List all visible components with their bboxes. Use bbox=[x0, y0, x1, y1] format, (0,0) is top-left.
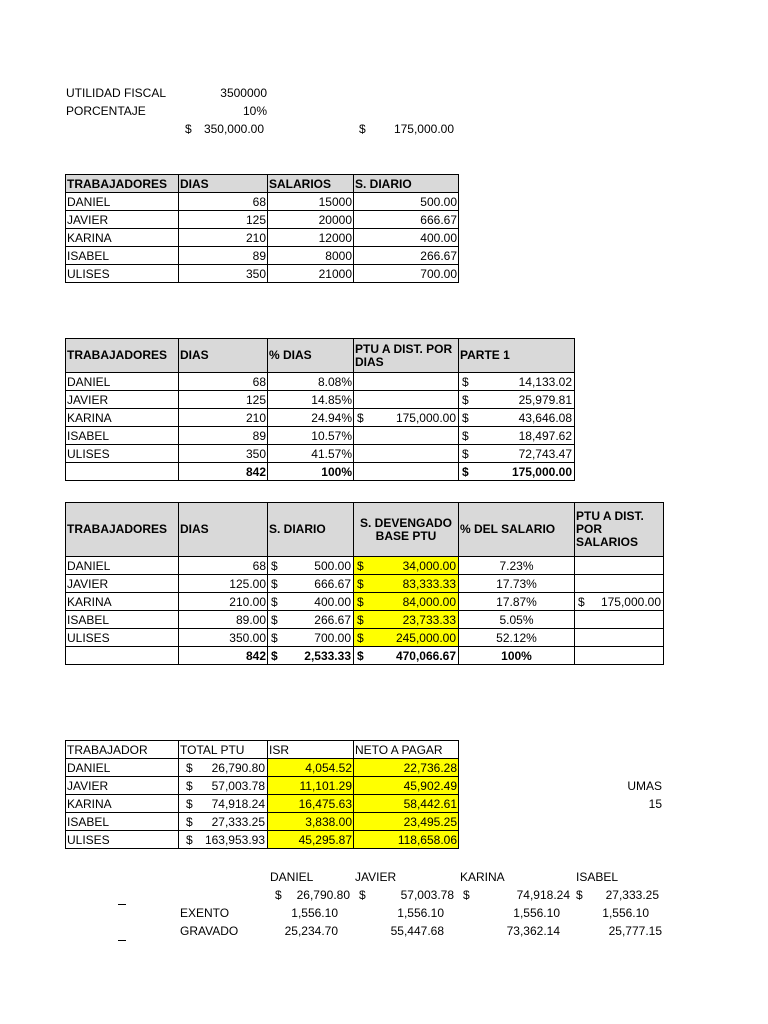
cell[interactable]: DANIEL bbox=[66, 193, 179, 211]
currency-symbol: $ bbox=[462, 446, 469, 461]
cell[interactable] bbox=[66, 463, 179, 481]
currency-symbol: $ bbox=[186, 760, 193, 775]
cell[interactable]: 45,295.87 bbox=[268, 831, 354, 849]
cell[interactable]: 350.00 bbox=[179, 629, 268, 647]
cell[interactable] bbox=[575, 593, 664, 611]
table-row bbox=[66, 831, 459, 849]
column-header: % DEL SALARIO bbox=[459, 503, 575, 557]
currency-symbol: $ bbox=[186, 832, 193, 847]
utilidad-fiscal-label: UTILIDAD FISCAL bbox=[66, 86, 167, 100]
exento-javier: 1,556.10 bbox=[397, 906, 444, 920]
column-header: S. DIARIO bbox=[354, 175, 459, 193]
table-row bbox=[66, 445, 575, 463]
summary-total-daniel: 26,790.80 bbox=[296, 888, 350, 902]
amount: 43,646.08 bbox=[518, 410, 572, 425]
column-header: S. DEVENGADO BASE PTU bbox=[354, 503, 459, 557]
cell[interactable]: 45,902.49 bbox=[354, 777, 459, 795]
cell[interactable]: 11,101.29 bbox=[268, 777, 354, 795]
amount: 700.00 bbox=[314, 630, 351, 645]
currency-symbol: $ bbox=[357, 410, 364, 425]
exento-karina: 1,556.10 bbox=[513, 906, 560, 920]
cell[interactable] bbox=[354, 445, 459, 463]
amount: 666.67 bbox=[314, 576, 351, 591]
cell[interactable]: DANIEL bbox=[66, 557, 179, 575]
exento-daniel: 1,556.10 bbox=[291, 906, 338, 920]
ptu-dias-table bbox=[65, 338, 575, 481]
cell[interactable]: 58,442.61 bbox=[354, 795, 459, 813]
cell[interactable]: 4,054.52 bbox=[268, 759, 354, 777]
currency-symbol: $ bbox=[576, 888, 583, 902]
gravado-label: GRAVADO bbox=[180, 924, 239, 938]
cell[interactable] bbox=[268, 647, 354, 665]
cell[interactable]: 842 bbox=[179, 647, 268, 665]
amount: 175,000.00 bbox=[395, 410, 456, 425]
currency-symbol: $ bbox=[271, 558, 278, 573]
summary-name-isabel: ISABEL bbox=[576, 870, 619, 884]
cell[interactable]: DANIEL bbox=[66, 373, 179, 391]
cell[interactable]: 350 bbox=[179, 265, 268, 283]
cell[interactable] bbox=[268, 557, 354, 575]
cell[interactable] bbox=[179, 759, 268, 777]
cell[interactable] bbox=[354, 427, 459, 445]
cell[interactable] bbox=[179, 795, 268, 813]
cell[interactable]: 24.94% bbox=[268, 409, 354, 427]
cell[interactable]: ISABEL bbox=[66, 427, 179, 445]
currency-symbol: $ bbox=[357, 576, 364, 591]
column-header: PTU A DIST. POR SALARIOS bbox=[575, 503, 664, 557]
cell[interactable]: KARINA bbox=[66, 409, 179, 427]
cell[interactable]: 125 bbox=[179, 211, 268, 229]
column-header: TRABAJADORES bbox=[66, 503, 179, 557]
column-header: TRABAJADORES bbox=[66, 339, 179, 373]
cell[interactable]: 15000 bbox=[268, 193, 354, 211]
currency-symbol: $ bbox=[462, 392, 469, 407]
cell[interactable] bbox=[575, 557, 664, 575]
cell[interactable]: 21000 bbox=[268, 265, 354, 283]
currency-symbol: $ bbox=[271, 576, 278, 591]
currency-symbol: $ bbox=[463, 888, 470, 902]
cell[interactable]: DANIEL bbox=[66, 759, 179, 777]
cell[interactable] bbox=[575, 575, 664, 593]
currency-symbol: $ bbox=[271, 630, 278, 645]
cell[interactable] bbox=[268, 629, 354, 647]
table-header-row bbox=[66, 339, 575, 373]
exento-label: EXENTO bbox=[180, 906, 230, 920]
cell[interactable]: 20000 bbox=[268, 211, 354, 229]
table-row bbox=[66, 813, 459, 831]
cell[interactable]: 8.08% bbox=[268, 373, 354, 391]
currency-symbol: $ bbox=[271, 612, 278, 627]
amount: 500.00 bbox=[314, 558, 351, 573]
cell[interactable]: 266.67 bbox=[354, 247, 459, 265]
summary-name-karina: KARINA bbox=[460, 870, 505, 884]
currency-symbol: $ bbox=[359, 888, 366, 902]
column-header: TOTAL PTU bbox=[179, 741, 268, 759]
cell[interactable]: 68 bbox=[179, 557, 268, 575]
table-row bbox=[66, 593, 664, 611]
currency-symbol: $ bbox=[462, 410, 469, 425]
cell[interactable]: 118,658.06 bbox=[354, 831, 459, 849]
table-header-row bbox=[66, 503, 664, 557]
currency-symbol: $ bbox=[357, 612, 364, 627]
table-row bbox=[66, 373, 575, 391]
cell[interactable]: 14.85% bbox=[268, 391, 354, 409]
column-header: NETO A PAGAR bbox=[354, 741, 459, 759]
table-row bbox=[66, 795, 459, 813]
currency-symbol: $ bbox=[186, 814, 193, 829]
cell[interactable]: 125.00 bbox=[179, 575, 268, 593]
cell[interactable] bbox=[354, 391, 459, 409]
table-header-row bbox=[66, 741, 459, 759]
amount: 57,003.78 bbox=[211, 778, 265, 793]
cell[interactable]: 8000 bbox=[268, 247, 354, 265]
column-header: DIAS bbox=[179, 339, 268, 373]
column-header: TRABAJADOR bbox=[66, 741, 179, 759]
currency-symbol: $ bbox=[462, 428, 469, 443]
gravado-isabel: 25,777.15 bbox=[608, 924, 662, 938]
currency-symbol: $ bbox=[275, 888, 282, 902]
amount1-currency: $ bbox=[185, 122, 192, 136]
cell[interactable] bbox=[354, 463, 459, 481]
amount: 175,000.00 bbox=[600, 594, 661, 609]
column-header: DIAS bbox=[179, 503, 268, 557]
currency-symbol: $ bbox=[462, 374, 469, 389]
amount: 84,000.00 bbox=[402, 594, 456, 609]
cell[interactable]: 68 bbox=[179, 373, 268, 391]
utilidad-fiscal-value: 3500000 bbox=[220, 86, 267, 100]
cell[interactable] bbox=[575, 647, 664, 665]
cell[interactable]: 500.00 bbox=[354, 193, 459, 211]
cell[interactable]: KARINA bbox=[66, 229, 179, 247]
cell[interactable] bbox=[179, 813, 268, 831]
ptu-salarios-table bbox=[65, 502, 664, 665]
cell[interactable]: JAVIER bbox=[66, 777, 179, 795]
amount: 23,733.33 bbox=[402, 612, 456, 627]
cell[interactable] bbox=[354, 575, 459, 593]
cell[interactable] bbox=[268, 575, 354, 593]
amount: 18,497.62 bbox=[518, 428, 572, 443]
amount: 470,066.67 bbox=[395, 648, 456, 663]
cell[interactable]: JAVIER bbox=[66, 211, 179, 229]
cell[interactable]: 666.67 bbox=[354, 211, 459, 229]
amount: 266.67 bbox=[314, 612, 351, 627]
amount: 163,953.93 bbox=[204, 832, 265, 847]
amount: 27,333.25 bbox=[211, 814, 265, 829]
cell[interactable] bbox=[354, 593, 459, 611]
table-row bbox=[66, 427, 575, 445]
currency-symbol: $ bbox=[357, 558, 364, 573]
table-row bbox=[66, 409, 575, 427]
table-row bbox=[66, 229, 459, 247]
amount: 83,333.33 bbox=[402, 576, 456, 591]
porcentaje-label: PORCENTAJE bbox=[66, 104, 146, 118]
amount: 25,979.81 bbox=[518, 392, 572, 407]
cell[interactable]: JAVIER bbox=[66, 391, 179, 409]
cell[interactable] bbox=[354, 409, 459, 427]
cell[interactable]: ISABEL bbox=[66, 813, 179, 831]
cell[interactable]: 210.00 bbox=[179, 593, 268, 611]
cell[interactable]: 22,736.28 bbox=[354, 759, 459, 777]
cell[interactable] bbox=[354, 557, 459, 575]
cell[interactable] bbox=[459, 445, 575, 463]
dash-mark bbox=[118, 940, 126, 941]
umas-value: 15 bbox=[648, 797, 662, 811]
summary-name-javier: JAVIER bbox=[355, 870, 397, 884]
currency-symbol: $ bbox=[357, 594, 364, 609]
cell[interactable]: 17.87% bbox=[459, 593, 575, 611]
cell[interactable]: 842 bbox=[179, 463, 268, 481]
cell[interactable] bbox=[459, 391, 575, 409]
column-header: PARTE 1 bbox=[459, 339, 575, 373]
cell[interactable]: 52.12% bbox=[459, 629, 575, 647]
amount2-currency: $ bbox=[359, 122, 366, 136]
cell[interactable] bbox=[459, 463, 575, 481]
summary-total-javier: 57,003.78 bbox=[400, 888, 454, 902]
cell[interactable] bbox=[268, 611, 354, 629]
cell[interactable] bbox=[179, 831, 268, 849]
cell[interactable] bbox=[179, 777, 268, 795]
cell[interactable]: 68 bbox=[179, 193, 268, 211]
currency-symbol: $ bbox=[357, 630, 364, 645]
amount: 245,000.00 bbox=[395, 630, 456, 645]
exento-isabel: 1,556.10 bbox=[602, 906, 649, 920]
cell[interactable]: 89 bbox=[179, 247, 268, 265]
cell[interactable] bbox=[354, 373, 459, 391]
amount: 2,533.33 bbox=[304, 648, 351, 663]
cell[interactable]: 210 bbox=[179, 229, 268, 247]
table-row bbox=[66, 211, 459, 229]
currency-symbol: $ bbox=[186, 778, 193, 793]
amount2-value: 175,000.00 bbox=[393, 122, 454, 136]
amount: 175,000.00 bbox=[511, 464, 572, 479]
cell[interactable]: KARINA bbox=[66, 593, 179, 611]
cell[interactable]: 10.57% bbox=[268, 427, 354, 445]
neto-pagar-table bbox=[65, 740, 459, 849]
cell[interactable] bbox=[268, 593, 354, 611]
porcentaje-value: 10% bbox=[242, 104, 267, 118]
table-header-row bbox=[66, 175, 459, 193]
table-row bbox=[66, 759, 459, 777]
amount: 74,918.24 bbox=[211, 796, 265, 811]
column-header: ISR bbox=[268, 741, 354, 759]
cell[interactable]: 17.73% bbox=[459, 575, 575, 593]
salarios-table bbox=[65, 174, 459, 283]
table-row bbox=[66, 629, 664, 647]
cell[interactable] bbox=[459, 373, 575, 391]
cell[interactable]: 16,475.63 bbox=[268, 795, 354, 813]
column-header: TRABAJADORES bbox=[66, 175, 179, 193]
umas-label: UMAS bbox=[627, 779, 662, 793]
currency-symbol: $ bbox=[271, 594, 278, 609]
table-row bbox=[66, 611, 664, 629]
cell[interactable]: 400.00 bbox=[354, 229, 459, 247]
amount: 400.00 bbox=[314, 594, 351, 609]
currency-symbol: $ bbox=[271, 648, 278, 663]
cell[interactable]: 100% bbox=[459, 647, 575, 665]
currency-symbol: $ bbox=[186, 796, 193, 811]
table-row bbox=[66, 391, 575, 409]
amount1-value: 350,000.00 bbox=[203, 122, 264, 136]
gravado-karina: 73,362.14 bbox=[506, 924, 560, 938]
column-header: SALARIOS bbox=[268, 175, 354, 193]
cell[interactable] bbox=[575, 611, 664, 629]
cell[interactable]: ULISES bbox=[66, 265, 179, 283]
cell[interactable]: 350 bbox=[179, 445, 268, 463]
cell[interactable]: 89 bbox=[179, 427, 268, 445]
amount: 72,743.47 bbox=[518, 446, 572, 461]
cell[interactable] bbox=[459, 409, 575, 427]
total-row bbox=[66, 647, 664, 665]
summary-total-karina: 74,918.24 bbox=[516, 888, 570, 902]
dash-mark bbox=[118, 904, 126, 905]
cell[interactable]: ULISES bbox=[66, 831, 179, 849]
cell[interactable] bbox=[354, 611, 459, 629]
cell[interactable]: 12000 bbox=[268, 229, 354, 247]
cell[interactable]: ISABEL bbox=[66, 611, 179, 629]
cell[interactable]: ULISES bbox=[66, 629, 179, 647]
column-header: % DIAS bbox=[268, 339, 354, 373]
cell[interactable]: JAVIER bbox=[66, 575, 179, 593]
column-header: PTU A DIST. POR DIAS bbox=[354, 339, 459, 373]
cell[interactable]: 700.00 bbox=[354, 265, 459, 283]
table-row bbox=[66, 193, 459, 211]
amount: 14,133.02 bbox=[518, 374, 572, 389]
amount: 26,790.80 bbox=[211, 760, 265, 775]
cell[interactable] bbox=[354, 647, 459, 665]
cell[interactable]: 125 bbox=[179, 391, 268, 409]
table-row bbox=[66, 247, 459, 265]
table-row bbox=[66, 557, 664, 575]
cell[interactable]: ULISES bbox=[66, 445, 179, 463]
cell[interactable]: 5.05% bbox=[459, 611, 575, 629]
currency-symbol: $ bbox=[357, 648, 364, 663]
column-header: S. DIARIO bbox=[268, 503, 354, 557]
cell[interactable] bbox=[459, 427, 575, 445]
cell[interactable]: 23,495.25 bbox=[354, 813, 459, 831]
summary-total-isabel: 27,333.25 bbox=[605, 888, 659, 902]
amount: 34,000.00 bbox=[402, 558, 456, 573]
table-row bbox=[66, 575, 664, 593]
table-row bbox=[66, 265, 459, 283]
currency-symbol: $ bbox=[578, 594, 585, 609]
cell[interactable]: 3,838.00 bbox=[268, 813, 354, 831]
column-header: DIAS bbox=[179, 175, 268, 193]
cell[interactable]: 210 bbox=[179, 409, 268, 427]
cell[interactable]: 41.57% bbox=[268, 445, 354, 463]
gravado-javier: 55,447.68 bbox=[390, 924, 444, 938]
cell[interactable] bbox=[575, 629, 664, 647]
cell[interactable] bbox=[354, 629, 459, 647]
cell[interactable]: 100% bbox=[268, 463, 354, 481]
gravado-daniel: 25,234.70 bbox=[284, 924, 338, 938]
total-row bbox=[66, 463, 575, 481]
cell[interactable]: 89.00 bbox=[179, 611, 268, 629]
cell[interactable]: 7.23% bbox=[459, 557, 575, 575]
cell[interactable]: KARINA bbox=[66, 795, 179, 813]
summary-name-daniel: DANIEL bbox=[270, 870, 314, 884]
table-row bbox=[66, 777, 459, 795]
cell[interactable] bbox=[66, 647, 179, 665]
cell[interactable]: ISABEL bbox=[66, 247, 179, 265]
currency-symbol: $ bbox=[462, 464, 469, 479]
